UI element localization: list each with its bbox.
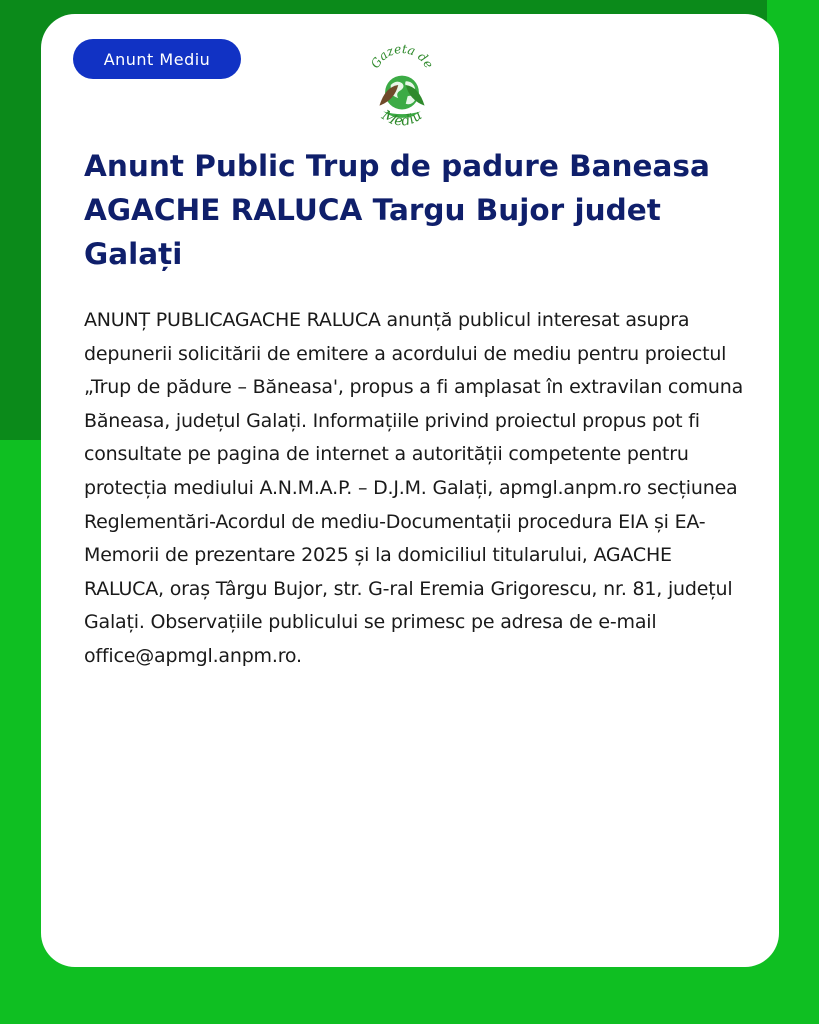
article-title: Anunt Public Trup de padure Baneasa AGACHE RALUCA Targu Bujor judet Galați	[84, 149, 710, 271]
logo-top-text: Gazeta de	[368, 41, 437, 71]
article-body: ANUNȚ PUBLICAGACHE RALUCA anunță publicul interesat asupra depunerii solicitării de emitere a acordului de mediu pentru proiectul „Trup de pădure – Băneasa', propus a fi amplasat în extravilan comuna Băneasa, județul Galați. Informațiile privind proiectul propus pot fi consultate pe pagina de internet a autorității competente pentru protecția mediului A.N.M.A.P. – D.J.M. Galați, apmgl.anpm.ro secțiunea Reglementări-Acordul de mediu-Documentații procedura EIA și EA-Memorii de prezentare 2025 și la domiciliul titularului, AGACHE RALUCA, oraș Târgu Bujor, str. G-ral Eremia Grigorescu, nr. 81, județul Galați. Observațiile publicului se primesc pe adresa de e-mail office@apmgl.anpm.ro.	[84, 309, 744, 667]
logo-bottom-text: Mediu	[378, 107, 426, 130]
announcement-card	[41, 14, 779, 967]
gazeta-de-mediu-logo[interactable]	[355, 38, 449, 132]
category-badge[interactable]	[73, 39, 241, 79]
category-badge-label: Anunt Mediu	[103, 49, 211, 69]
